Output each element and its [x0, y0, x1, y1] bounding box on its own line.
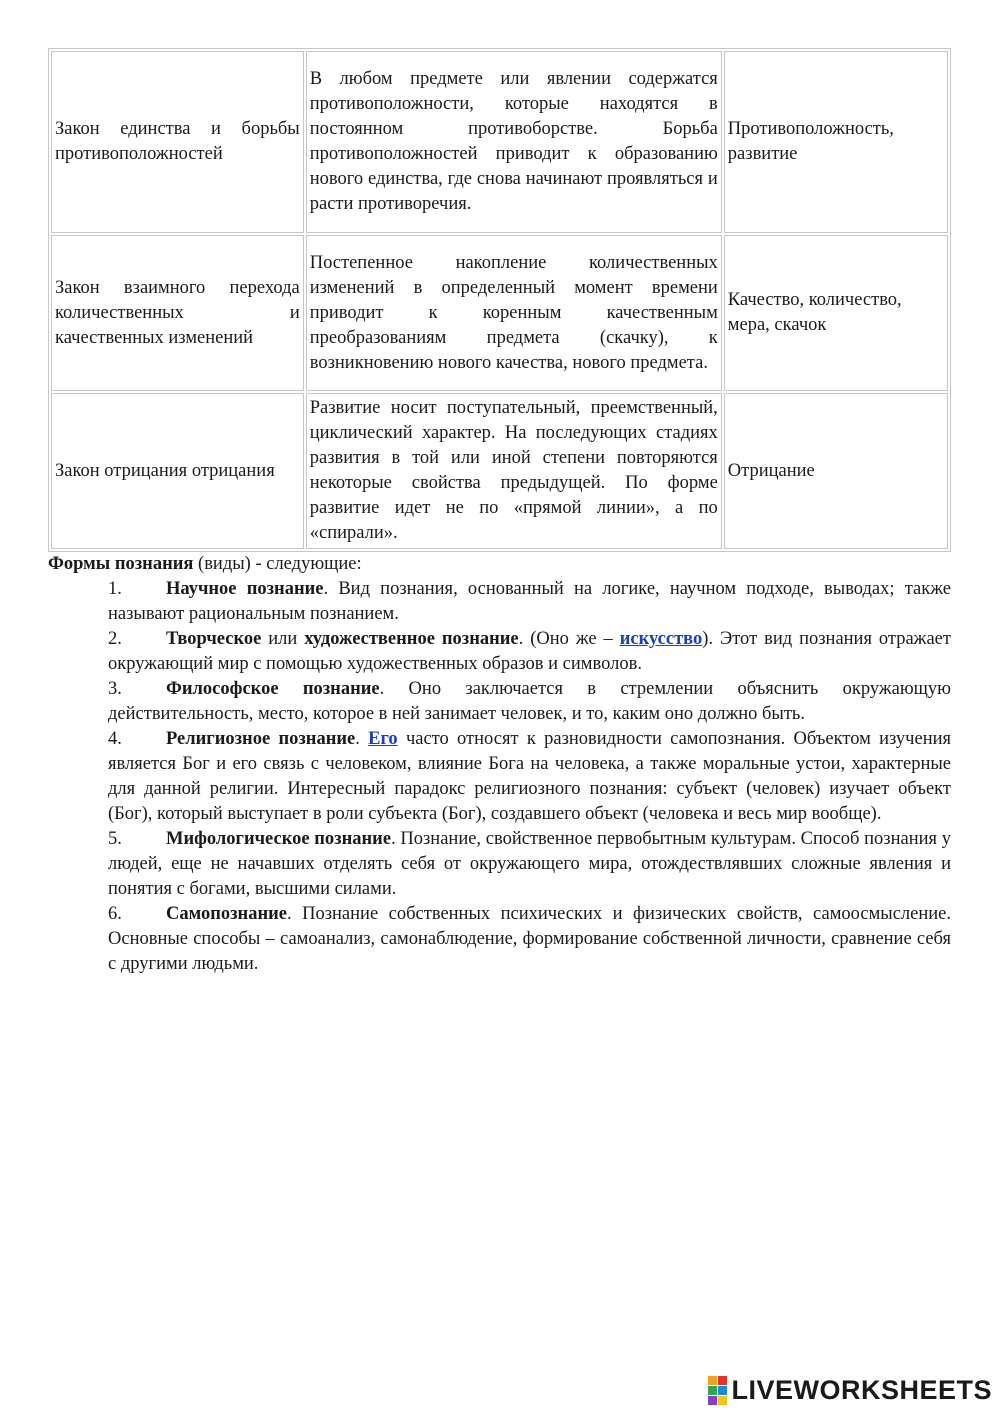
item-number: 2. [108, 629, 122, 649]
item-title-secondary: художественное познание [304, 629, 519, 649]
list-item [108, 627, 951, 677]
item-number: 5. [108, 829, 122, 849]
list-item [108, 677, 951, 727]
logo-blocks-icon [708, 1376, 727, 1405]
law-description-cell: В любом предмете или явлении содержатся противоположности, которые находятся в постоянном противоборстве. Борьба противоположностей приводит к образованию нового единства, где снова начинают проявляться и расти противоречия. [306, 51, 722, 233]
dialectics-laws-table [48, 48, 951, 552]
forms-list [48, 577, 951, 977]
law-name-cell: Закон взаимного перехода количественных и качественных изменений [51, 235, 304, 391]
item-title: Творческое [166, 629, 262, 649]
item-text: . Познание собственных психических и физических свойств, самоосмысление. Основные способы – самоанализ, самонаблюдение, формирование собственной личности, сравнение себя с другими людьми. [108, 904, 951, 974]
item-title: Научное познание [166, 579, 324, 599]
logo-block [718, 1386, 727, 1395]
liveworksheets-logo [708, 1373, 992, 1407]
list-item [108, 902, 951, 977]
law-categories-cell: Противоположность, развитие [724, 51, 948, 233]
item-text: ). Этот вид познания отражает окружающий мир с помощью художественных образов и символов. [108, 629, 951, 674]
item-connector: или [261, 629, 305, 649]
item-title: Религиозное познание [166, 729, 356, 749]
logo-block [708, 1396, 717, 1405]
item-number: 4. [108, 729, 122, 749]
item-number: 3. [108, 679, 122, 699]
item-text: . Вид познания, основанный на логике, научном подходе, выводах; также называют рациональным познанием. [108, 579, 951, 624]
table-row [51, 51, 948, 233]
item-text: . Оно заключается в стремлении объяснить окружающую действительность, место, которое в ней занимает человек, и то, каким оно должно быть. [108, 679, 951, 724]
section-intro-text: (виды) - следующие: [193, 554, 362, 574]
forms-of-cognition-section [48, 552, 951, 977]
law-categories-cell: Качество, количество, мера, скачок [724, 235, 948, 391]
logo-block [708, 1386, 717, 1395]
logo-wordmark: LIVEWORKSHEETS [731, 1374, 992, 1405]
law-name-cell: Закон отрицания отрицания [51, 393, 304, 549]
logo-block [708, 1376, 717, 1385]
item-title: Философское познание [166, 679, 380, 699]
law-categories-cell: Отрицание [724, 393, 948, 549]
law-description-cell: Развитие носит поступательный, преемственный, циклический характер. На последующих стадиях развития в той или иной степени повторяются некоторые свойства предыдущей. По форме развитие идет не по «прямой линии», а по «спирали». [306, 393, 722, 549]
art-link[interactable]: искусство [619, 629, 703, 649]
item-text: . Познание, свойственное первобытным культурам. Способ познания у людей, еще не начавших отделять себя от окружающего мира, отождествлявших сложные явления и понятия с богами, высшими силами. [108, 829, 951, 899]
table-row [51, 393, 948, 549]
item-text: часто относят к разновидности самопознания. Объектом изучения является Бог и его связь с человеком, влияние Бога на человека, а также моральные устои, характерные для данной религии. Интересный парадокс религиозного познания: субъект (человек) изучает объект (Бог), который выступает в роли субъекта (Бог), создавшего объект (человека и весь мир вообще). [108, 729, 952, 824]
list-item [108, 827, 951, 902]
law-name-cell: Закон единства и борьбы противоположностей [51, 51, 304, 233]
self-knowledge-link[interactable]: Его [368, 729, 398, 749]
section-heading: Формы познания [48, 554, 194, 574]
item-title: Самопознание [166, 904, 287, 924]
item-title: Мифологическое познание [166, 829, 392, 849]
table-row [51, 235, 948, 391]
item-text-prefix: . (Оно же – [518, 629, 620, 649]
logo-block [718, 1396, 727, 1405]
item-number: 1. [108, 579, 122, 599]
logo-block [718, 1376, 727, 1385]
item-number: 6. [108, 904, 122, 924]
section-intro [48, 552, 951, 577]
list-item [108, 577, 951, 627]
list-item [108, 727, 951, 827]
law-description-cell: Постепенное накопление количественных изменений в определенный момент времени приводит к коренным качественным преобразованиям предмета (скачку), к возникновению нового качества, нового предмета. [306, 235, 722, 391]
item-text-prefix: . [355, 729, 369, 749]
